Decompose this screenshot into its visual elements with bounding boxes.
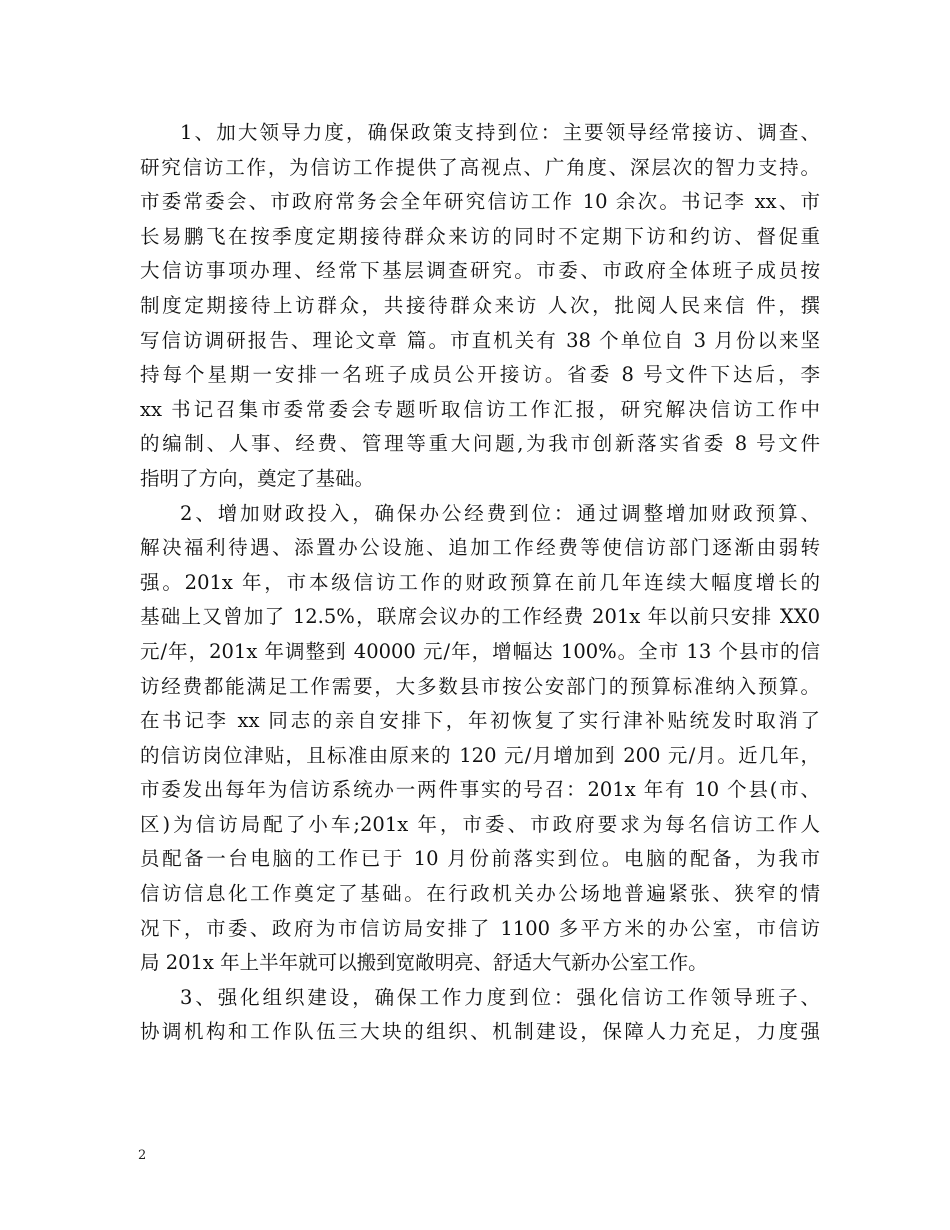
page-number: 2	[138, 1148, 147, 1163]
text-line: 协调机构和工作队伍三大块的组织、机制建设，保障人力充足，力度强	[140, 1020, 820, 1044]
text-line: 局 201x 年上半年就可以搬到宽敞明亮、舒适大气新办公室工作。	[140, 951, 708, 975]
text-line: 况下，市委、政府为市信访局安排了 1100 多平方米的办公室，市信访	[140, 916, 820, 940]
text-line: 研究信访工作，为信访工作提供了高视点、广角度、深层次的智力支持。	[140, 155, 820, 179]
text-line: 区)为信访局配了小车;201x 年，市委、市政府要求为每名信访工作人	[140, 812, 820, 836]
text-line: 访经费都能满足工作需要，大多数县市按公安部门的预算标准纳入预算。	[140, 674, 820, 698]
text-line: 1、加大领导力度，确保政策支持到位：主要领导经常接访、调查、	[180, 121, 820, 144]
text-line: 大信访事项办理、经常下基层调查研究。市委、市政府全体班子成员按	[140, 259, 820, 283]
text-line: 写信访调研报告、理论文章 篇。市直机关有 38 个单位自 3 月份以来坚	[140, 328, 820, 352]
text-line: 2、增加财政投入，确保办公经费到位：通过调整增加财政预算、	[180, 501, 820, 525]
paragraph-3	[140, 981, 820, 1050]
text-line: 在书记李 xx 同志的亲自安排下，年初恢复了实行津补贴统发时取消了	[140, 709, 820, 733]
text-line: 信访信息化工作奠定了基础。在行政机关办公场地普遍紧张、狭窄的情	[140, 882, 820, 906]
text-line: 市委发出每年为信访系统办一两件事实的号召：201x 年有 10 个县(市、	[140, 778, 820, 802]
text-line: 的信访岗位津贴，且标准由原来的 120 元/月增加到 200 元/月。近几年，	[140, 743, 820, 767]
text-line: 指明了方向，奠定了基础。	[140, 466, 375, 490]
text-line: 3、强化组织建设，确保工作力度到位：强化信访工作领导班子、	[180, 985, 820, 1009]
text-line: 员配备一台电脑的工作已于 10 月份前落实到位。电脑的配备，为我市	[140, 847, 820, 871]
paragraph-1	[140, 116, 820, 497]
text-line: 基础上又曾加了 12.5%，联席会议办的工作经费 201x 年以前只安排 XX0	[140, 605, 820, 629]
text-line: 市委常委会、市政府常务会全年研究信访工作 10 余次。书记李 xx、市	[140, 190, 820, 214]
text-line: 强。201x 年，市本级信访工作的财政预算在前几年连续大幅度增长的	[140, 570, 820, 594]
text-line: 持每个星期一安排一名班子成员公开接访。省委 8 号文件下达后，李	[140, 363, 820, 387]
text-line: 元/年，201x 年调整到 40000 元/年，增幅达 100%。全市 13 个县市的信	[140, 639, 820, 663]
body-text	[140, 116, 820, 1050]
text-line: 长易鹏飞在按季度定期接待群众来访的同时不定期下访和约访、督促重	[140, 224, 820, 248]
text-line: 制度定期接待上访群众，共接待群众来访 人次，批阅人民来信 件，撰	[140, 293, 820, 317]
text-line: 解决福利待遇、添置办公设施、追加工作经费等使信访部门逐渐由弱转	[140, 536, 820, 560]
paragraph-2	[140, 497, 820, 981]
text-line: xx 书记召集市委常委会专题听取信访工作汇报，研究解决信访工作中	[140, 397, 820, 421]
text-line: 的编制、人事、经费、管理等重大问题,为我市创新落实省委 8 号文件	[140, 432, 820, 456]
